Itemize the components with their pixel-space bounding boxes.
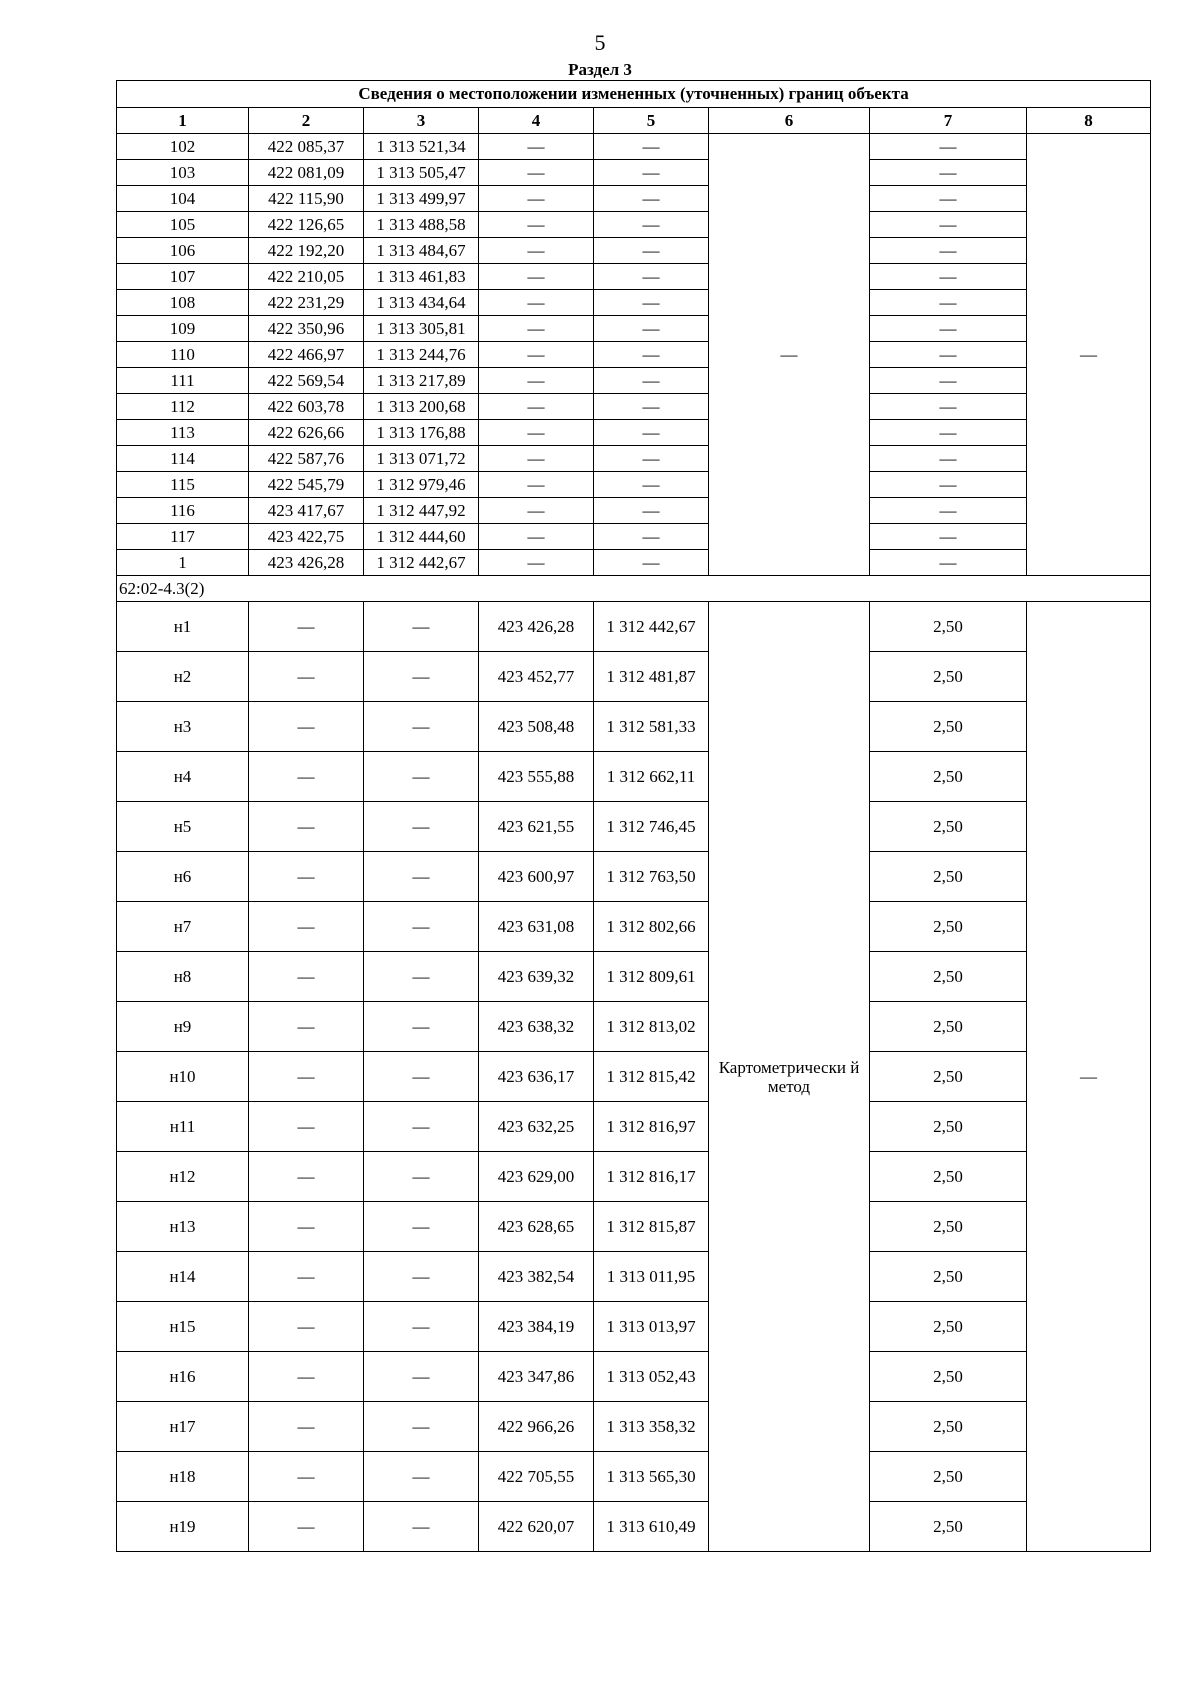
table-cell: — <box>479 290 594 316</box>
table-cell: 423 629,00 <box>479 1152 594 1202</box>
table-row <box>117 1052 1151 1102</box>
table-cell: — <box>870 498 1027 524</box>
table-cell: 423 555,88 <box>479 752 594 802</box>
table-cell: 1 312 816,17 <box>594 1152 709 1202</box>
table-cell: — <box>249 802 364 852</box>
table-cell: — <box>479 264 594 290</box>
table-cell: 113 <box>117 420 249 446</box>
table-cell: — <box>479 498 594 524</box>
table-cell: — <box>364 1302 479 1352</box>
table-cell: н8 <box>117 952 249 1002</box>
table-cell: 1 313 200,68 <box>364 394 479 420</box>
column-number-row <box>117 108 1151 134</box>
table-cell: — <box>364 1502 479 1552</box>
table-cell: — <box>870 342 1027 368</box>
table-cell: — <box>364 1252 479 1302</box>
table-cell: 2,50 <box>870 1402 1027 1452</box>
table-cell: — <box>594 446 709 472</box>
table-cell: 2,50 <box>870 702 1027 752</box>
table-cell: 422 350,96 <box>249 316 364 342</box>
table-row <box>117 446 1151 472</box>
table-row <box>117 134 1151 160</box>
table-cell: 109 <box>117 316 249 342</box>
table-cell: 107 <box>117 264 249 290</box>
table-cell: 114 <box>117 446 249 472</box>
table-cell: — <box>249 1352 364 1402</box>
table-cell: 422 569,54 <box>249 368 364 394</box>
table-cell: — <box>479 212 594 238</box>
table-cell: 423 621,55 <box>479 802 594 852</box>
table-cell: 103 <box>117 160 249 186</box>
table-row <box>117 472 1151 498</box>
table-row <box>117 1402 1151 1452</box>
table-cell: 422 231,29 <box>249 290 364 316</box>
table-cell: н2 <box>117 652 249 702</box>
table-cell: 1 313 176,88 <box>364 420 479 446</box>
table-cell: 1 313 565,30 <box>594 1452 709 1502</box>
table-cell: — <box>479 134 594 160</box>
table-row <box>117 1252 1151 1302</box>
table-row <box>117 316 1151 342</box>
table-cell: 1 312 442,67 <box>594 602 709 652</box>
table-cell: — <box>364 802 479 852</box>
table-cell: 1 313 484,67 <box>364 238 479 264</box>
table-row <box>117 852 1151 902</box>
table-cell: 1 313 505,47 <box>364 160 479 186</box>
table-cell: — <box>870 212 1027 238</box>
table-cell: — <box>594 524 709 550</box>
table-cell: — <box>479 368 594 394</box>
table-cell: 2,50 <box>870 752 1027 802</box>
table-cell: — <box>479 186 594 212</box>
table-cell: 422 705,55 <box>479 1452 594 1502</box>
table-cell: — <box>364 702 479 752</box>
note-cell: — <box>1027 602 1151 1552</box>
table-cell: 422 603,78 <box>249 394 364 420</box>
table-row <box>117 1502 1151 1552</box>
table-row <box>117 394 1151 420</box>
section-title: Раздел 3 <box>568 60 632 79</box>
table-cell: 423 639,32 <box>479 952 594 1002</box>
table-cell: 111 <box>117 368 249 394</box>
table-cell: — <box>870 316 1027 342</box>
table-cell: 1 <box>117 550 249 576</box>
table-cell: — <box>364 752 479 802</box>
column-number-7: 7 <box>870 108 1027 134</box>
table-cell: 1 313 521,34 <box>364 134 479 160</box>
table-cell: — <box>249 1002 364 1052</box>
table-cell: 1 313 071,72 <box>364 446 479 472</box>
table-cell: 2,50 <box>870 1002 1027 1052</box>
table-cell: 105 <box>117 212 249 238</box>
table-cell: — <box>594 498 709 524</box>
table-caption: Сведения о местоположении измененных (уточненных) границ объекта <box>117 81 1151 108</box>
table-cell: — <box>870 186 1027 212</box>
table-cell: 422 081,09 <box>249 160 364 186</box>
table-cell: 2,50 <box>870 1352 1027 1402</box>
table-row <box>117 342 1151 368</box>
table-row <box>117 160 1151 186</box>
table-cell: 2,50 <box>870 1152 1027 1202</box>
table-row <box>117 1452 1151 1502</box>
table-cell: — <box>594 316 709 342</box>
table-cell: — <box>249 1252 364 1302</box>
note-cell: — <box>1027 134 1151 576</box>
table-cell: 1 313 610,49 <box>594 1502 709 1552</box>
table-cell: 1 312 662,11 <box>594 752 709 802</box>
table-cell: — <box>870 472 1027 498</box>
table-cell: 423 600,97 <box>479 852 594 902</box>
table-cell: 422 966,26 <box>479 1402 594 1452</box>
table-cell: н14 <box>117 1252 249 1302</box>
table-cell: — <box>249 902 364 952</box>
table-cell: — <box>364 602 479 652</box>
table-cell: — <box>870 238 1027 264</box>
group-label-row <box>117 576 1151 602</box>
table-row <box>117 368 1151 394</box>
table-row <box>117 702 1151 752</box>
table-cell: — <box>594 186 709 212</box>
table-cell: н7 <box>117 902 249 952</box>
table-cell: 423 384,19 <box>479 1302 594 1352</box>
table-cell: 102 <box>117 134 249 160</box>
table-cell: — <box>249 1452 364 1502</box>
table-cell: 1 312 809,61 <box>594 952 709 1002</box>
table-cell: — <box>594 420 709 446</box>
table-cell: 2,50 <box>870 852 1027 902</box>
table-cell: н17 <box>117 1402 249 1452</box>
table-cell: — <box>870 160 1027 186</box>
table-cell: 1 312 802,66 <box>594 902 709 952</box>
table-cell: 1 313 244,76 <box>364 342 479 368</box>
table-cell: — <box>249 1152 364 1202</box>
table-cell: — <box>870 290 1027 316</box>
table-cell: 2,50 <box>870 952 1027 1002</box>
table-row <box>117 602 1151 652</box>
table-cell: 112 <box>117 394 249 420</box>
table-cell: — <box>870 524 1027 550</box>
table-cell: 1 312 816,97 <box>594 1102 709 1152</box>
table-cell: 423 452,77 <box>479 652 594 702</box>
table-cell: — <box>479 238 594 264</box>
table-cell: — <box>594 394 709 420</box>
column-number-3: 3 <box>364 108 479 134</box>
table-cell: — <box>479 524 594 550</box>
table-cell: 2,50 <box>870 1102 1027 1152</box>
table-cell: 1 313 434,64 <box>364 290 479 316</box>
table-cell: 1 313 217,89 <box>364 368 479 394</box>
table-cell: 423 628,65 <box>479 1202 594 1252</box>
table-cell: — <box>249 602 364 652</box>
table-row <box>117 1152 1151 1202</box>
method-cell: Картометрически й метод <box>709 602 870 1552</box>
table-cell: 2,50 <box>870 1252 1027 1302</box>
table-cell: н5 <box>117 802 249 852</box>
table-row <box>117 952 1151 1002</box>
table-cell: 116 <box>117 498 249 524</box>
column-number-8: 8 <box>1027 108 1151 134</box>
table-cell: — <box>870 550 1027 576</box>
table-cell: н18 <box>117 1452 249 1502</box>
table-cell: 1 313 499,97 <box>364 186 479 212</box>
column-number-4: 4 <box>479 108 594 134</box>
table-cell: 422 626,66 <box>249 420 364 446</box>
table-cell: н6 <box>117 852 249 902</box>
table-cell: — <box>249 852 364 902</box>
table-cell: 423 422,75 <box>249 524 364 550</box>
table-cell: — <box>249 652 364 702</box>
table-cell: — <box>364 1152 479 1202</box>
table-cell: н13 <box>117 1202 249 1252</box>
table-cell: — <box>249 1302 364 1352</box>
table-row <box>117 902 1151 952</box>
table-cell: 2,50 <box>870 1302 1027 1352</box>
table-row <box>117 652 1151 702</box>
table-cell: н4 <box>117 752 249 802</box>
table-cell: — <box>870 264 1027 290</box>
table-row <box>117 1202 1151 1252</box>
table-cell: — <box>364 852 479 902</box>
table-cell: 1 313 011,95 <box>594 1252 709 1302</box>
table-cell: — <box>594 160 709 186</box>
table-cell: 2,50 <box>870 902 1027 952</box>
table-cell: — <box>479 160 594 186</box>
table-cell: — <box>249 1402 364 1452</box>
method-cell: — <box>709 134 870 576</box>
column-number-1: 1 <box>117 108 249 134</box>
table-row <box>117 238 1151 264</box>
table-cell: 1 312 481,87 <box>594 652 709 702</box>
table-cell: — <box>594 264 709 290</box>
table-cell: 1 313 013,97 <box>594 1302 709 1352</box>
table-cell: н19 <box>117 1502 249 1552</box>
table-cell: — <box>594 368 709 394</box>
table-row <box>117 290 1151 316</box>
column-number-2: 2 <box>249 108 364 134</box>
page-number: 5 <box>594 30 606 55</box>
table-cell: 2,50 <box>870 1452 1027 1502</box>
table-cell: — <box>364 652 479 702</box>
table-cell: н1 <box>117 602 249 652</box>
table-cell: 422 210,05 <box>249 264 364 290</box>
table-cell: 423 382,54 <box>479 1252 594 1302</box>
table-cell: 423 417,67 <box>249 498 364 524</box>
table-cell: 2,50 <box>870 1202 1027 1252</box>
table-cell: — <box>594 342 709 368</box>
table-cell: 422 126,65 <box>249 212 364 238</box>
table-cell: н9 <box>117 1002 249 1052</box>
table-cell: 422 545,79 <box>249 472 364 498</box>
table-cell: — <box>479 316 594 342</box>
table-cell: — <box>249 1102 364 1152</box>
table-cell: — <box>594 238 709 264</box>
table-cell: — <box>364 902 479 952</box>
table-row <box>117 186 1151 212</box>
table-cell: н11 <box>117 1102 249 1152</box>
table-cell: — <box>479 550 594 576</box>
table-cell: 1 313 052,43 <box>594 1352 709 1402</box>
column-number-5: 5 <box>594 108 709 134</box>
table-row <box>117 1102 1151 1152</box>
table-cell: — <box>870 134 1027 160</box>
table-cell: 2,50 <box>870 652 1027 702</box>
table-cell: 423 632,25 <box>479 1102 594 1152</box>
table-cell: 1 312 442,67 <box>364 550 479 576</box>
table-cell: — <box>364 1052 479 1102</box>
table-cell: 104 <box>117 186 249 212</box>
table-cell: 1 313 461,83 <box>364 264 479 290</box>
table-cell: — <box>870 446 1027 472</box>
table-cell: 2,50 <box>870 802 1027 852</box>
table-cell: 1 312 746,45 <box>594 802 709 852</box>
table-cell: 1 312 979,46 <box>364 472 479 498</box>
table-cell: 117 <box>117 524 249 550</box>
table-cell: — <box>479 394 594 420</box>
table-cell: — <box>364 1202 479 1252</box>
table-cell: 422 192,20 <box>249 238 364 264</box>
table-cell: 423 508,48 <box>479 702 594 752</box>
table-cell: 1 312 813,02 <box>594 1002 709 1052</box>
table-cell: н15 <box>117 1302 249 1352</box>
table-cell: н16 <box>117 1352 249 1402</box>
table-cell: 422 587,76 <box>249 446 364 472</box>
table-cell: 423 426,28 <box>479 602 594 652</box>
table-cell: — <box>870 394 1027 420</box>
table-row <box>117 752 1151 802</box>
table-cell: — <box>249 1502 364 1552</box>
table-cell: 1 312 815,42 <box>594 1052 709 1102</box>
table-cell: 422 085,37 <box>249 134 364 160</box>
table-cell: 422 115,90 <box>249 186 364 212</box>
table-cell: — <box>364 1402 479 1452</box>
table-row <box>117 264 1151 290</box>
table-row <box>117 550 1151 576</box>
table-cell: — <box>479 342 594 368</box>
table-cell: 108 <box>117 290 249 316</box>
table-cell: — <box>364 952 479 1002</box>
table-cell: 1 313 488,58 <box>364 212 479 238</box>
table-row <box>117 212 1151 238</box>
column-number-6: 6 <box>709 108 870 134</box>
table-cell: 106 <box>117 238 249 264</box>
table-cell: 422 620,07 <box>479 1502 594 1552</box>
table-cell: 115 <box>117 472 249 498</box>
table-cell: — <box>249 952 364 1002</box>
boundary-coordinates-table <box>116 80 1151 1552</box>
table-cell: — <box>870 368 1027 394</box>
table-cell: 1 313 305,81 <box>364 316 479 342</box>
table-row <box>117 1302 1151 1352</box>
table-body <box>117 134 1151 1552</box>
table-cell: 423 638,32 <box>479 1002 594 1052</box>
table-cell: — <box>364 1452 479 1502</box>
table-cell: 1 312 581,33 <box>594 702 709 752</box>
table-cell: — <box>364 1352 479 1402</box>
table-cell: 423 347,86 <box>479 1352 594 1402</box>
table-cell: н12 <box>117 1152 249 1202</box>
table-row <box>117 498 1151 524</box>
table-cell: — <box>364 1102 479 1152</box>
table-cell: 423 636,17 <box>479 1052 594 1102</box>
table-caption-row <box>117 81 1151 108</box>
table-cell: — <box>479 420 594 446</box>
table-cell: — <box>249 752 364 802</box>
table-cell: — <box>870 420 1027 446</box>
table-cell: 110 <box>117 342 249 368</box>
table-cell: — <box>249 702 364 752</box>
table-cell: — <box>364 1002 479 1052</box>
table-cell: 2,50 <box>870 602 1027 652</box>
table-cell: 2,50 <box>870 1502 1027 1552</box>
table-cell: — <box>479 446 594 472</box>
table-cell: 422 466,97 <box>249 342 364 368</box>
table-cell: — <box>594 212 709 238</box>
group-label: 62:02-4.3(2) <box>117 576 1151 602</box>
table-row <box>117 802 1151 852</box>
table-cell: 1 312 815,87 <box>594 1202 709 1252</box>
table-cell: — <box>594 550 709 576</box>
table-cell: н10 <box>117 1052 249 1102</box>
table-cell: — <box>249 1202 364 1252</box>
table-cell: 423 631,08 <box>479 902 594 952</box>
table-row <box>117 1352 1151 1402</box>
table-row <box>117 420 1151 446</box>
table-cell: 1 313 358,32 <box>594 1402 709 1452</box>
table-cell: — <box>479 472 594 498</box>
table-cell: — <box>249 1052 364 1102</box>
table-row <box>117 524 1151 550</box>
table-cell: 1 312 763,50 <box>594 852 709 902</box>
table-cell: 423 426,28 <box>249 550 364 576</box>
table-cell: 1 312 444,60 <box>364 524 479 550</box>
table-cell: — <box>594 134 709 160</box>
table-row <box>117 1002 1151 1052</box>
table-cell: 2,50 <box>870 1052 1027 1102</box>
table-cell: н3 <box>117 702 249 752</box>
table-cell: — <box>594 472 709 498</box>
table-cell: 1 312 447,92 <box>364 498 479 524</box>
table-cell: — <box>594 290 709 316</box>
